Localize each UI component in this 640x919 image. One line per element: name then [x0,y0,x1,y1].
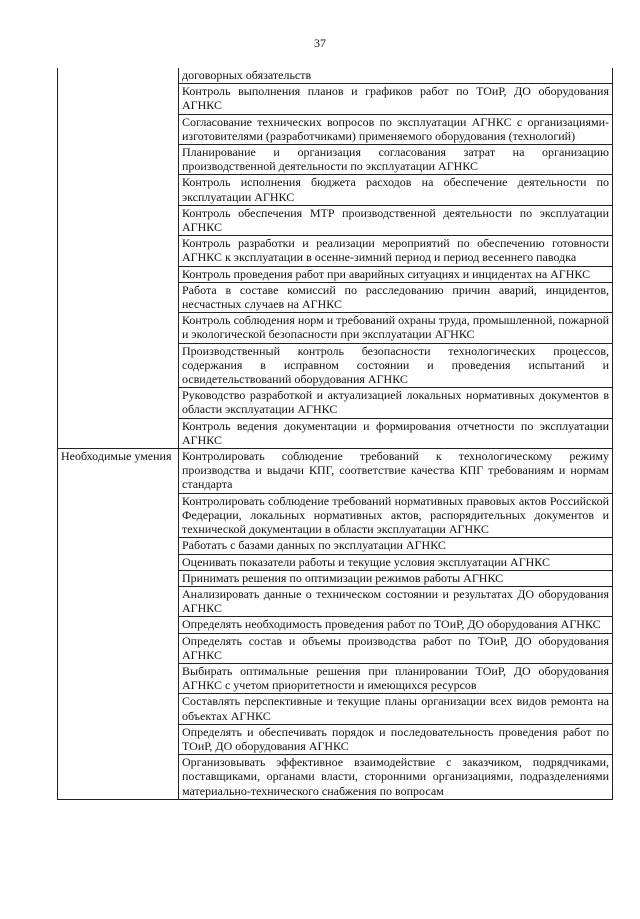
row-text: Выбирать оптимальные решения при планировании ТОиР, ДО оборудования АГНКС с учетом приоритетности и имеющихся ресурсов [179,663,613,693]
row-text: Организовывать эффективное взаимодействие с заказчиком, подрядчиками, поставщиками, органами власти, сторонними организациями, подразделениями материально-технического снабжения по вопросам [179,755,613,800]
section-label [58,68,179,449]
row-text: Контролировать соблюдение требований к технологическому режиму производства и выдачи КПГ, соответствие качества КПГ требованиям и нормам стандарта [179,449,613,494]
section-label: Необходимые умения [58,449,179,800]
row-text: Принимать решения по оптимизации режимов работы АГНКС [179,570,613,586]
table-body [58,68,613,799]
row-text: Контроль проведения работ при аварийных ситуациях и инцидентах на АГНКС [179,266,613,282]
row-text: Контроль исполнения бюджета расходов на обеспечение деятельности по эксплуатации АГНКС [179,175,613,205]
row-text: Контроль соблюдения норм и требований охраны труда, промышленной, пожарной и экологической безопасности при эксплуатации АГНКС [179,313,613,343]
row-text: Контроль обеспечения МТР производственной деятельности по эксплуатации АГНКС [179,205,613,235]
competency-table [57,68,613,800]
table-row [58,68,613,84]
row-text: Производственный контроль безопасности технологических процессов, содержания в исправном состоянии и проведения испытаний и освидетельствований оборудования АГНКС [179,343,613,388]
row-text: Контроль ведения документации и формирования отчетности по эксплуатации АГНКС [179,418,613,448]
page-number: 37 [314,36,326,50]
row-text: Определять состав и объемы производства работ по ТОиР, ДО оборудования АГНКС [179,633,613,663]
row-text: Планирование и организация согласования затрат на организацию производственной деятельности по эксплуатации АГНКС [179,145,613,175]
row-text: Составлять перспективные и текущие планы организации всех видов ремонта на объектах АГНКС [179,694,613,724]
row-text: Контролировать соблюдение требований нормативных правовых актов Российской Федерации, локальных нормативных актов, распорядительных документов и технической документации в области эксплуатации АГНКС [179,493,613,538]
row-text: Работать с базами данных по эксплуатации АГНКС [179,538,613,554]
row-text: Работа в составе комиссий по расследованию причин аварий, инцидентов, несчастных случаев на АГНКС [179,282,613,312]
row-text: Определять необходимость проведения работ по ТОиР, ДО оборудования АГНКС [179,617,613,633]
table-row [58,449,613,494]
row-text: Контроль выполнения планов и графиков работ по ТОиР, ДО оборудования АГНКС [179,84,613,114]
row-text: Контроль разработки и реализации мероприятий по обеспечению готовности АГНКС к эксплуатации в осенне-зимний период и период весеннего паводка [179,236,613,266]
row-text: Согласование технических вопросов по эксплуатации АГНКС с организациями-изготовителями (разработчиками) применяемого оборудования (технологий) [179,114,613,144]
row-text: Руководство разработкой и актуализацией локальных нормативных документов в области эксплуатации АГНКС [179,388,613,418]
row-text: Анализировать данные о техническом состоянии и результатах ДО оборудования АГНКС [179,586,613,616]
row-text: Оценивать показатели работы и текущие условия эксплуатации АГНКС [179,554,613,570]
row-text: Определять и обеспечивать порядок и последовательность проведения работ по ТОиР, ДО оборудования АГНКС [179,724,613,754]
row-text: договорных обязательств [179,68,613,84]
